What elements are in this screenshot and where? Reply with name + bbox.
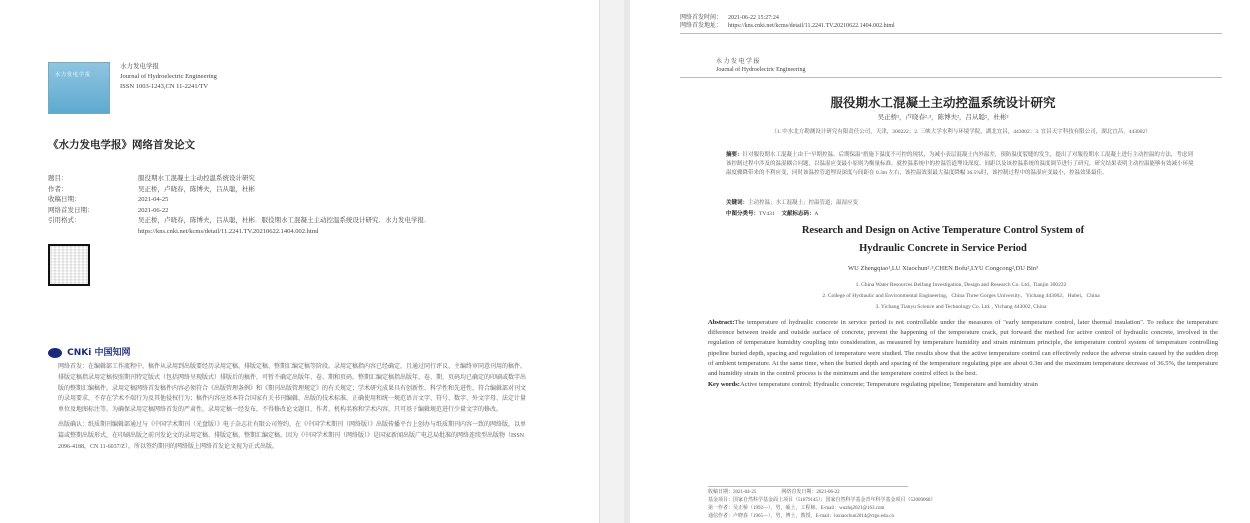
first-publish-time-label: 网络首发时间： <box>680 15 723 21</box>
footnote: 通信作者：卢晓春（1965—），男，博士，教授。E-mail：luxiaochun2014@ctgu.edu.cn <box>708 514 894 519</box>
meta-value: 2021-06-22 <box>138 206 169 214</box>
meta-value: 服役期水工混凝土主动控温系统设计研究 <box>138 175 255 182</box>
journal-issn: ISSN 1003-1243,CN 11-2241/TV <box>120 83 209 90</box>
article-url-link[interactable]: https://kns.cnki.net/kcms/detail/11.2241.TV.20210622.1404.002.html <box>138 227 319 235</box>
footnote: 基金项目：国家自然科学基金面上项目（51879145）；国家自然科学基金青年科学基金项目（52009068） <box>708 498 936 503</box>
cnki-logo <box>48 345 130 358</box>
footnote: 第一作者：吴正桥（1992—），男，硕士，工程师。E-mail：wuzhq2021@163.com <box>708 506 885 511</box>
article-meta <box>48 174 458 237</box>
notice-paragraph: 网络首发：在编辑部工作流程中，稿件从录用到出版要经历录用定稿、排版定稿、整期汇编定稿等阶段。录用定稿指内容已经确定，且通过同行评议、主编终审同意刊用的稿件。排版定稿指录用定稿按照期刊特定版式（包括网络呈现版式）排版后的稿件，可暂不确定出版年、卷、期和页码。整期汇编定稿指出版年、卷、期、页码均已确定的印刷或数字出版的整期汇编稿件。录用定稿网络首发稿件内容必须符合《出版管理条例》和《期刊出版管理规定》的有关规定；学术研究成果具有创新性、科学性和先进性，符合编辑部对刊文的录用要求，不存在学术不端行为及其他侵权行为；稿件内容应基本符合国家有关书刊编辑、出版的技术标准，正确使用和统一规范语言文字、符号、数字、外文字母、法定计量单位及地图标注等。为确保录用定稿网络首发的严肃性，录用定稿一经发布，不得修改论文题目、作者、机构名称和学术内容，只可基于编辑规范进行少量文字的修改。 <box>58 364 527 414</box>
keywords-en <box>708 380 1218 390</box>
article-first-page <box>624 0 1250 523</box>
meta-value: 吴正桥，卢晓春，陈博夫，吕从聪，杜彬．服役期水工混凝土主动控温系统设计研究．水力发电学报． <box>138 217 431 224</box>
meta-value: 2021-04-25 <box>138 196 169 203</box>
authors-en: WU Zhengqiao¹,LU Xiaochun²˒³,CHEN Bofu²,LYU Congcong²,DU Bin³ <box>848 265 1038 272</box>
affiliations-cn: （1. 中水北方勘测设计研究有限责任公司，天津，300222；2. 三峡大学水利与环境学院，湖北宜昌，443002；3. 宜昌天宇科技有限公司，湖北宜昌，443002） <box>771 129 1151 135</box>
running-header <box>716 58 805 74</box>
meta-row <box>48 216 458 227</box>
abstract-cn-text: 针对服役期水工混凝土由于“早期控温、后期保温”措施下温度不可控的现状，为减小表层混凝土内外温差，预防温度裂缝的发生，提出了对服役期水工混凝土进行主动控温的方法，考虑到该控制过程中涉及的温湿耦合问题，以温湿应变最小原则为衡量标准，就控温系统中的控温管道埋设深度、间距以及该控温系统的温度调节进行了研究，研究结果表明主动控温能够有效减小环境温度骤降带来的不利应变，同时该温控管道埋设深度与间距在 0.3m 左右，该控温效果最大温度降幅 36.5%时，该控制过程中的温湿应变最小，控温效果最佳。 <box>726 152 1194 176</box>
notice-paragraph: 出版确认：纸质期刊编辑部通过与《中国学术期刊（光盘版）》电子杂志社有限公司签约，在《中国学术期刊（网络版）》出版传播平台上创办与纸质期刊内容一致的网络版，以单篇或整期出版形式，在印刷出版之前刊发论文的录用定稿、排版定稿、整期汇编定稿。因为《中国学术期刊（网络版）》是国家新闻出版广电总局批准的网络连续型出版物（ISSN 2096-4188，CN 11-6037/Z），所以签约期刊的网络版上网络首发论文视为正式出版。 <box>58 421 527 450</box>
meta-row <box>48 227 458 238</box>
cnki-logo-text: CNKi 中国知网 <box>67 348 131 358</box>
doc-code-label: 文献标志码： <box>781 211 815 217</box>
meta-row <box>48 185 458 196</box>
running-header-divider <box>680 77 1222 78</box>
cnki-logo-icon <box>48 348 62 358</box>
doc-code-value: A <box>814 211 819 217</box>
first-publish-url-link[interactable]: https://kns.cnki.net/kcms/detail/11.2241.TV.20210622.1404.002.html <box>728 23 895 29</box>
meta-label: 题目： <box>48 175 68 182</box>
journal-name-cn: 水力发电学报 <box>120 63 159 70</box>
affiliations-en <box>716 280 1206 313</box>
first-publish-url-label: 网络首发地址： <box>680 23 723 29</box>
first-publish-notice-page <box>0 0 600 523</box>
journal-name-cn: 水 力 发 电 学 报 <box>716 59 760 65</box>
keywords-cn-label: 关键词： <box>726 200 749 206</box>
meta-row <box>48 195 458 206</box>
first-publish-time-row <box>680 14 895 22</box>
meta-value: 吴正桥，卢晓春，陈博夫，吕从聪，杜彬 <box>138 185 255 193</box>
keywords-en-text: Active temperature control; Hydraulic concrete; Temperature regulating pipeline; Temperature and humidity strain <box>739 381 1038 389</box>
cover-title: 水力发电学报 <box>55 73 92 78</box>
affiliation-en: 1. China Water Resources Beifang Investigation, Design and Research Co. Ltd., Tianjin 300222 <box>855 282 1067 288</box>
class-cn-value: TV431 <box>759 211 775 217</box>
keywords-cn-text: 主动控温；水工混凝土；控温管道；温湿应变 <box>748 200 859 206</box>
abstract-cn-label: 摘要： <box>726 152 743 158</box>
first-publish-info <box>680 14 895 30</box>
meta-row <box>48 206 458 217</box>
affiliation-en: 2. College of Hydraulic and Environmental Engineering，China Three Gorges University，Yichang 443002，Hubei，China <box>822 293 1100 299</box>
article-title-en-line2: Hydraulic Concrete in Service Period <box>859 243 1027 254</box>
journal-cover-thumbnail <box>48 62 110 114</box>
meta-label: 引用格式： <box>48 217 81 224</box>
page-gap <box>600 0 624 523</box>
journal-name-en: Journal of Hydroelectric Engineering <box>120 73 217 80</box>
affiliation-en: 3. Yichang Tianyu Science and Technology Co. Ltd. , Yichang 443002, China <box>875 304 1047 310</box>
footnotes <box>708 489 1218 521</box>
abstract-en <box>708 318 1218 390</box>
article-title-en-line1: Research and Design on Active Temperature Control System of <box>801 225 1085 236</box>
meta-label: 作者： <box>48 185 68 193</box>
first-publish-heading: 《水力发电学报》网络首发论文 <box>48 139 195 151</box>
meta-row <box>48 174 458 185</box>
first-publish-time: 2021-06-22 15:27:24 <box>728 15 779 21</box>
article-title-cn: 服役期水工混凝土主动控温系统设计研究 <box>830 95 1056 110</box>
qr-code <box>48 244 90 286</box>
classification-cn <box>726 209 818 217</box>
class-cn-label: 中图分类号： <box>726 211 760 217</box>
authors-cn: 吴正桥¹，卢晓春²˒³，陈博夫²，吕从聪²，杜彬³ <box>877 114 1009 121</box>
abstract-en-text: The temperature of hydraulic concrete in service period is not controllable under the measures of "early temperature control, later thermal insulation". To reduce the temperature difference between inside and outside surface of concrete, prevent the happening of the temperature crack, put forward the method for active control of hydraulic concrete, involved in the regulation of temperature humidity coupling into consideration, as measured by temperature humidity and strain minimum principle, the temperature control system of temperature controlling pipeline buried depth, spacing and regulation of temperature were studied. The results show that the active temperature control can effectively reduce the adverse strain caused by the sudden drop of ambient temperature. At the same time, when the buried depth and spacing of the temperature regulating pipe are about 0.3m and the maximum temperature decrease of 36.5%, the temperature and humidity strain in the control process is the minimum and the temperature control effect is the best. <box>708 319 1218 378</box>
header-divider <box>680 33 1222 34</box>
meta-label <box>48 227 138 238</box>
meta-label: 收稿日期： <box>48 196 81 203</box>
journal-name-en: Journal of Hydroelectric Engineering <box>716 67 806 73</box>
abstract-en-label: Abstract: <box>708 319 735 326</box>
keywords-en-label: Key words: <box>708 381 740 389</box>
keywords-cn <box>726 198 858 206</box>
footnote: 收稿日期：2021-04-25 网络首发日期：2021-06-22 <box>708 490 840 495</box>
abstract-cn <box>726 151 1196 178</box>
publish-notice <box>58 362 528 452</box>
journal-info <box>120 62 217 92</box>
first-publish-url-row <box>680 22 895 30</box>
footnote-divider <box>708 486 908 487</box>
meta-label: 网络首发日期： <box>48 206 94 214</box>
